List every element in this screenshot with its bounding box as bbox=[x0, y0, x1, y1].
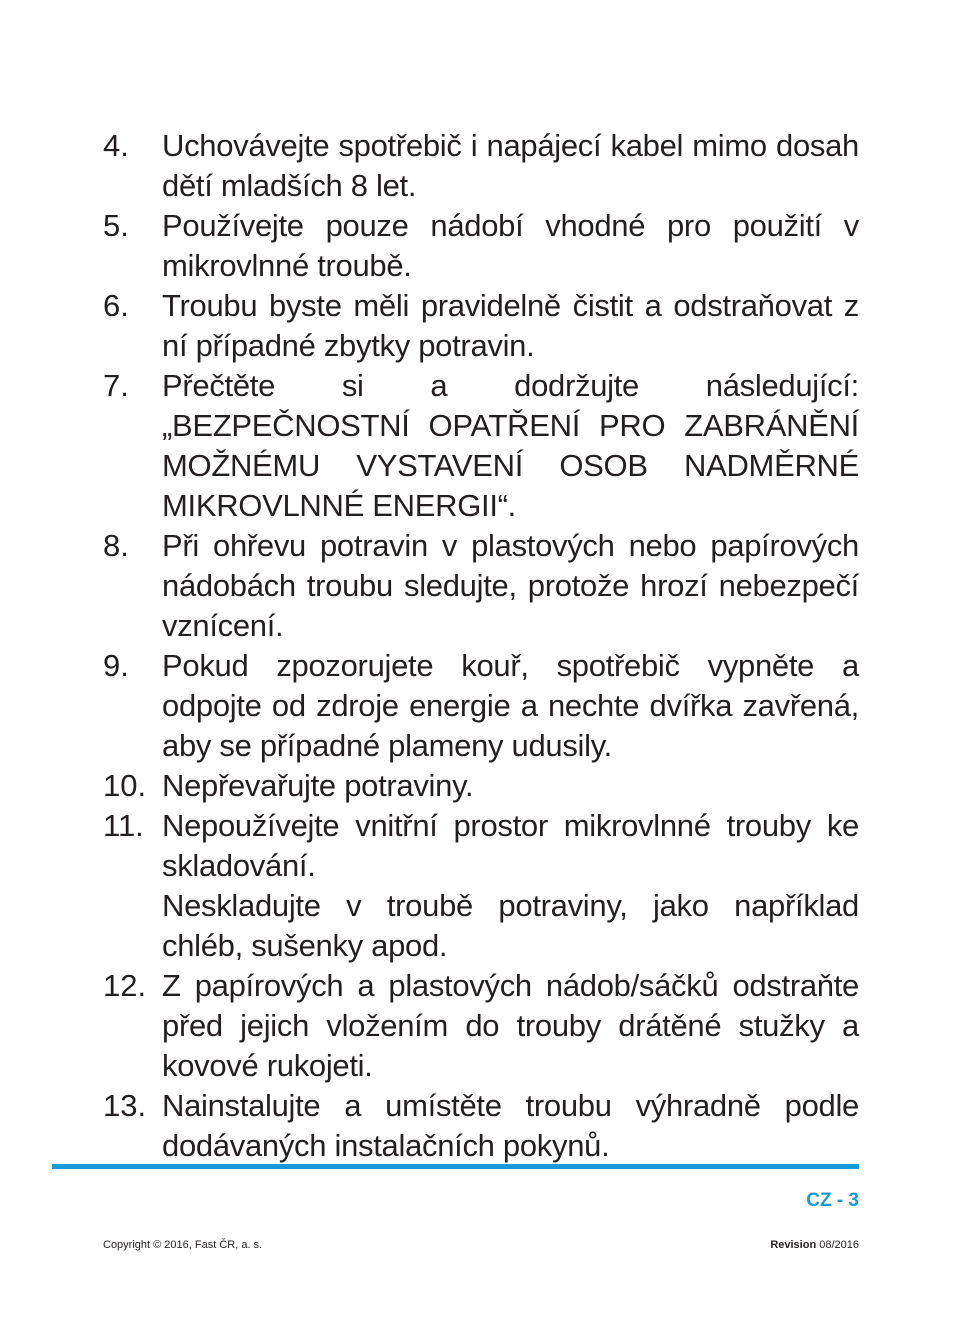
item-paragraph: Při ohřevu potravin v plastových nebo papírových nádobách troubu sledujte, protože hrozí nebezpečí vznícení. bbox=[162, 528, 859, 643]
item-number: 9. bbox=[103, 648, 129, 683]
list-item bbox=[103, 526, 859, 646]
item-number: 12. bbox=[103, 968, 147, 1003]
item-paragraph: Nepoužívejte vnitřní prostor mikrovlnné trouby ke skladování. bbox=[162, 808, 859, 883]
item-text bbox=[162, 206, 859, 286]
item-number: 13. bbox=[103, 1088, 147, 1123]
item-paragraph: Používejte pouze nádobí vhodné pro použití v mikrovlnné troubě. bbox=[162, 208, 859, 283]
item-number: 5. bbox=[103, 208, 129, 243]
item-text bbox=[162, 126, 859, 206]
list-item bbox=[103, 766, 859, 806]
item-paragraph: Neskladujte v troubě potraviny, jako například chléb, sušenky apod. bbox=[162, 888, 859, 963]
item-text bbox=[162, 1086, 859, 1166]
list-item bbox=[103, 126, 859, 206]
item-paragraph: Nainstalujte a umístěte troubu výhradně podle dodávaných instalačních pokynů. bbox=[162, 1088, 859, 1163]
item-number: 6. bbox=[103, 288, 129, 323]
list-item bbox=[103, 806, 859, 966]
list-item bbox=[103, 286, 859, 366]
item-text bbox=[162, 806, 859, 966]
list-item bbox=[103, 966, 859, 1086]
revision-info bbox=[770, 1239, 859, 1251]
safety-instructions-list bbox=[103, 126, 859, 1166]
item-text bbox=[162, 766, 859, 806]
item-text bbox=[162, 526, 859, 646]
item-number: 4. bbox=[103, 128, 129, 163]
item-number: 10. bbox=[103, 768, 147, 803]
list-item bbox=[103, 646, 859, 766]
item-text bbox=[162, 286, 859, 366]
item-text bbox=[162, 966, 859, 1086]
item-text bbox=[162, 366, 859, 526]
item-paragraph: Pokud zpozorujete kouř, spotřebič vypněte a odpojte od zdroje energie a nechte dvířka zavřená, aby se případné plameny udusily. bbox=[162, 648, 859, 763]
item-paragraph: Z papírových a plastových nádob/sáčků odstraňte před jejich vložením do trouby drátěné stužky a kovové rukojeti. bbox=[162, 968, 859, 1083]
item-paragraph: Přečtěte si a dodržujte následující: „BEZPEČNOSTNÍ OPATŘENÍ PRO ZABRÁNĚNÍ MOŽNÉMU VYSTAVENÍ OSOB NADMĚRNÉ MIKROVLNNÉ ENERGII“. bbox=[162, 368, 859, 523]
page-number: CZ - 3 bbox=[806, 1190, 859, 1211]
list-item bbox=[103, 1086, 859, 1166]
list-item bbox=[103, 206, 859, 286]
item-number: 8. bbox=[103, 528, 129, 563]
item-paragraph: Uchovávejte spotřebič i napájecí kabel mimo dosah dětí mladších 8 let. bbox=[162, 128, 859, 203]
revision-value: 08/2016 bbox=[819, 1239, 859, 1251]
item-text bbox=[162, 646, 859, 766]
item-paragraph: Nepřevařujte potraviny. bbox=[162, 768, 474, 803]
copyright-notice: Copyright © 2016, Fast ČR, a. s. bbox=[103, 1239, 263, 1251]
item-number: 7. bbox=[103, 368, 129, 403]
list-item bbox=[103, 366, 859, 526]
item-paragraph: Troubu byste měli pravidelně čistit a odstraňovat z ní případné zbytky potravin. bbox=[162, 288, 859, 363]
item-number: 11. bbox=[103, 808, 144, 843]
revision-label: Revision bbox=[770, 1239, 817, 1251]
footer-divider bbox=[52, 1164, 859, 1169]
